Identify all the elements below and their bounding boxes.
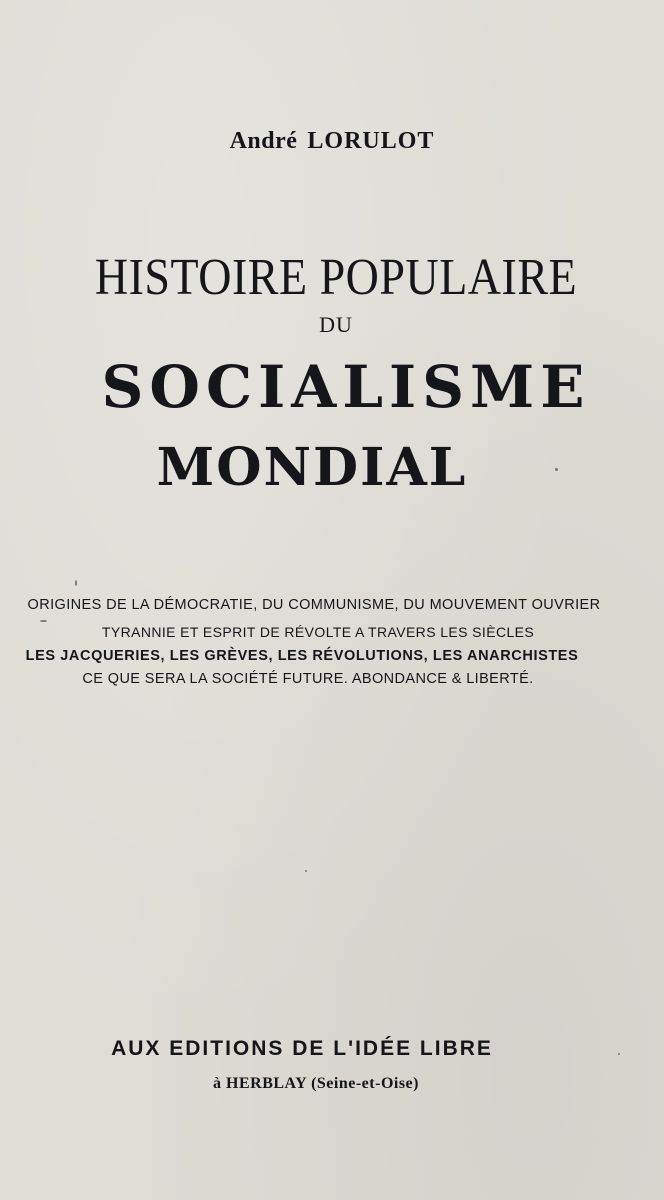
subtitle-line: CE QUE SERA LA SOCIÉTÉ FUTURE. ABONDANCE & LIBERTÉ. — [82, 671, 534, 687]
author-first-name: André — [229, 128, 298, 154]
subtitle-line: ORIGINES DE LA DÉMOCRATIE, DU COMMUNISME, DU MOUVEMENT OUVRIER — [27, 597, 601, 613]
subtitle-line: TYRANNIE ET ESPRIT DE RÉVOLTE A TRAVERS LES SIÈCLES — [101, 624, 535, 640]
publisher-name: AUX EDITIONS DE L'IDÉE LIBRE — [111, 1037, 493, 1060]
publisher-place: à HERBLAY (Seine-et-Oise) — [213, 1075, 419, 1092]
author-last-name: LORULOT — [307, 128, 435, 154]
title-line-2: DU — [319, 312, 353, 337]
paper-speck — [75, 580, 77, 586]
title-line-1: HISTOIRE POPULAIRE — [94, 248, 578, 306]
subtitle-line: LES JACQUERIES, LES GRÈVES, LES RÉVOLUTIONS, LES ANARCHISTES — [25, 648, 579, 664]
paper-speck — [305, 870, 307, 872]
author-name — [0, 128, 664, 155]
paper-speck — [618, 1053, 620, 1055]
paper-speck — [40, 620, 47, 622]
title-line-3: SOCIALISME — [101, 353, 591, 421]
title-line-4: MONDIAL — [156, 437, 468, 498]
paper-speck — [555, 468, 558, 471]
